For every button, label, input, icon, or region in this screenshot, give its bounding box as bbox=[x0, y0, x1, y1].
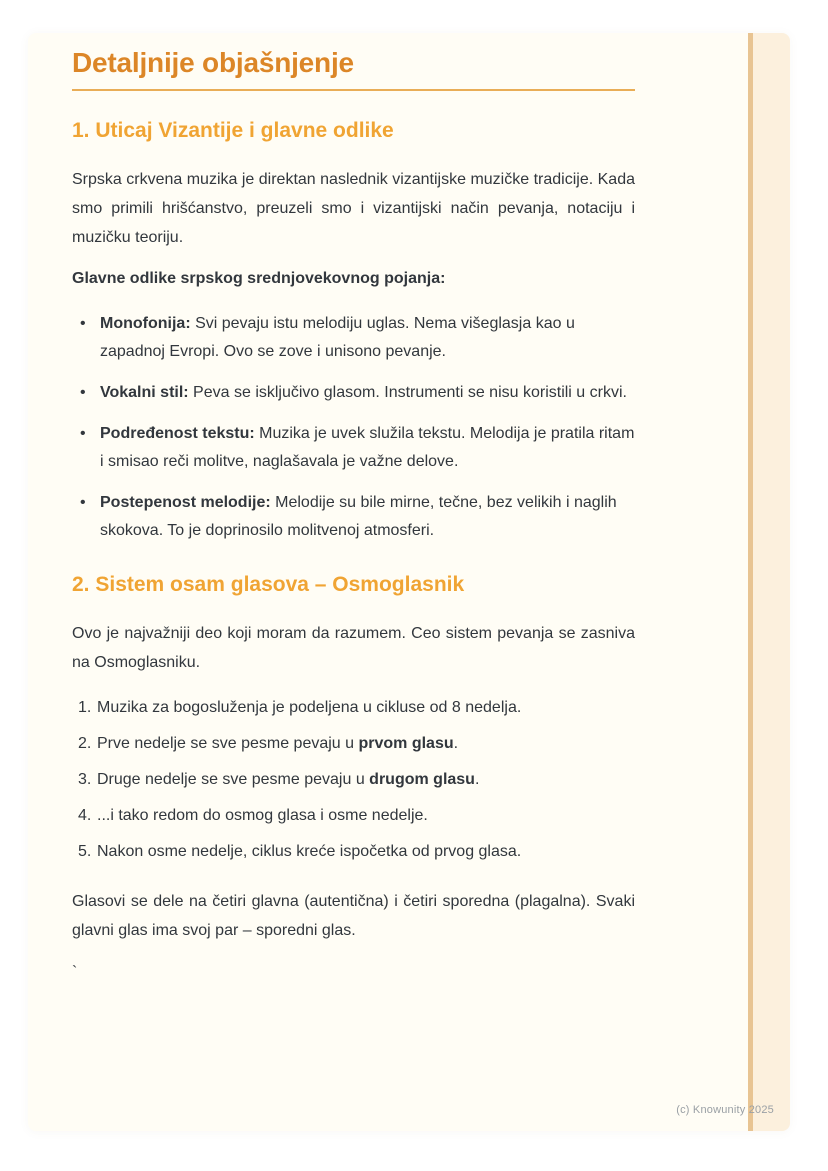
list-number: 3. bbox=[78, 771, 92, 788]
bullet-description: Melodije su bile mirne, tečne, bez velikih i naglih skokova. To je doprinosilo molitvenoj atmosferi. bbox=[100, 494, 617, 539]
list-item bbox=[72, 420, 635, 476]
document-page bbox=[28, 33, 790, 1131]
list-item bbox=[72, 694, 635, 722]
bullet-text bbox=[100, 310, 635, 366]
bullet-term: Postepenost melodije: bbox=[100, 494, 271, 511]
numbered-text-pre: Nakon osme nedelje, ciklus kreće ispočetka od prvog glasa. bbox=[97, 843, 522, 860]
numbered-text bbox=[97, 802, 635, 830]
list-item bbox=[72, 766, 635, 794]
list-number: 4. bbox=[78, 807, 92, 824]
bullet-icon: • bbox=[80, 315, 86, 332]
numbered-text bbox=[97, 838, 635, 866]
bullet-text bbox=[100, 489, 635, 545]
bullet-list bbox=[72, 310, 635, 545]
numbered-text bbox=[97, 766, 635, 794]
list-item bbox=[72, 730, 635, 758]
stray-backtick-character: ` bbox=[72, 964, 78, 981]
section-2-paragraph: Ovo je najvažniji deo koji moram da razumem. Ceo sistem pevanja se zasniva na Osmoglasniku. bbox=[72, 625, 635, 671]
watermark: (c) Knowunity 2025 bbox=[676, 1104, 774, 1116]
numbered-text-pre: ...i tako redom do osmog glasa i osme nedelje. bbox=[97, 807, 428, 824]
title-underline bbox=[72, 89, 635, 91]
bullet-description: Svi pevaju istu melodiju uglas. Nema višeglasja kao u zapadnoj Evropi. Ovo se zove i unisono pevanje. bbox=[100, 315, 575, 360]
list-number: 1. bbox=[78, 699, 92, 716]
bullet-text bbox=[100, 420, 635, 476]
numbered-text-pre: Muzika za bogosluženja je podeljena u cikluse od 8 nedelja. bbox=[97, 699, 522, 716]
numbered-text-bold: drugom glasu bbox=[369, 771, 475, 788]
list-item bbox=[72, 489, 635, 545]
notebook-margin-band bbox=[753, 33, 790, 1131]
bullet-icon: • bbox=[80, 425, 86, 442]
list-number: 2. bbox=[78, 735, 92, 752]
bullet-icon: • bbox=[80, 384, 86, 401]
document-content bbox=[72, 33, 635, 983]
bullet-icon: • bbox=[80, 494, 86, 511]
list-item bbox=[72, 379, 635, 407]
section-1-heading: 1. Uticaj Vizantije i glavne odlike bbox=[72, 119, 394, 142]
bullet-term: Monofonija: bbox=[100, 315, 191, 332]
numbered-text-pre: Prve nedelje se sve pesme pevaju u bbox=[97, 735, 359, 752]
list-item bbox=[72, 802, 635, 830]
numbered-list bbox=[72, 694, 635, 866]
numbered-text-bold: prvom glasu bbox=[358, 735, 454, 752]
bullet-description: Muzika je uvek služila tekstu. Melodija je pratila ritam i smisao reči molitve, naglašavala je važne delove. bbox=[100, 425, 635, 470]
bullet-description: Peva se isključivo glasom. Instrumenti se nisu koristili u crkvi. bbox=[188, 384, 627, 401]
bullet-text bbox=[100, 379, 635, 407]
numbered-text-pre: Druge nedelje se sve pesme pevaju u bbox=[97, 771, 370, 788]
section-2-closing-paragraph: Glasovi se dele na četiri glavna (autentična) i četiri sporedna (plagalna). Svaki glavni glas ima svoj par – sporedni glas. bbox=[72, 893, 635, 939]
bullet-term: Vokalni stil: bbox=[100, 384, 189, 401]
list-item bbox=[72, 310, 635, 366]
numbered-text bbox=[97, 730, 635, 758]
page-title: Detaljnije objašnjenje bbox=[72, 47, 354, 78]
bullet-list-lead: Glavne odlike srpskog srednjovekovnog pojanja: bbox=[72, 270, 446, 287]
numbered-text bbox=[97, 694, 635, 722]
numbered-text-post: . bbox=[474, 771, 480, 788]
list-number: 5. bbox=[78, 843, 92, 860]
bullet-term: Podređenost tekstu: bbox=[100, 425, 255, 442]
section-1-paragraph: Srpska crkvena muzika je direktan naslednik vizantijske muzičke tradicije. Kada smo primili hrišćanstvo, preuzeli smo i vizantijski način pevanja, notaciju i muzičku teoriju. bbox=[72, 171, 635, 246]
section-2-heading: 2. Sistem osam glasova – Osmoglasnik bbox=[72, 573, 465, 596]
list-item bbox=[72, 838, 635, 866]
numbered-text-post: . bbox=[453, 735, 459, 752]
